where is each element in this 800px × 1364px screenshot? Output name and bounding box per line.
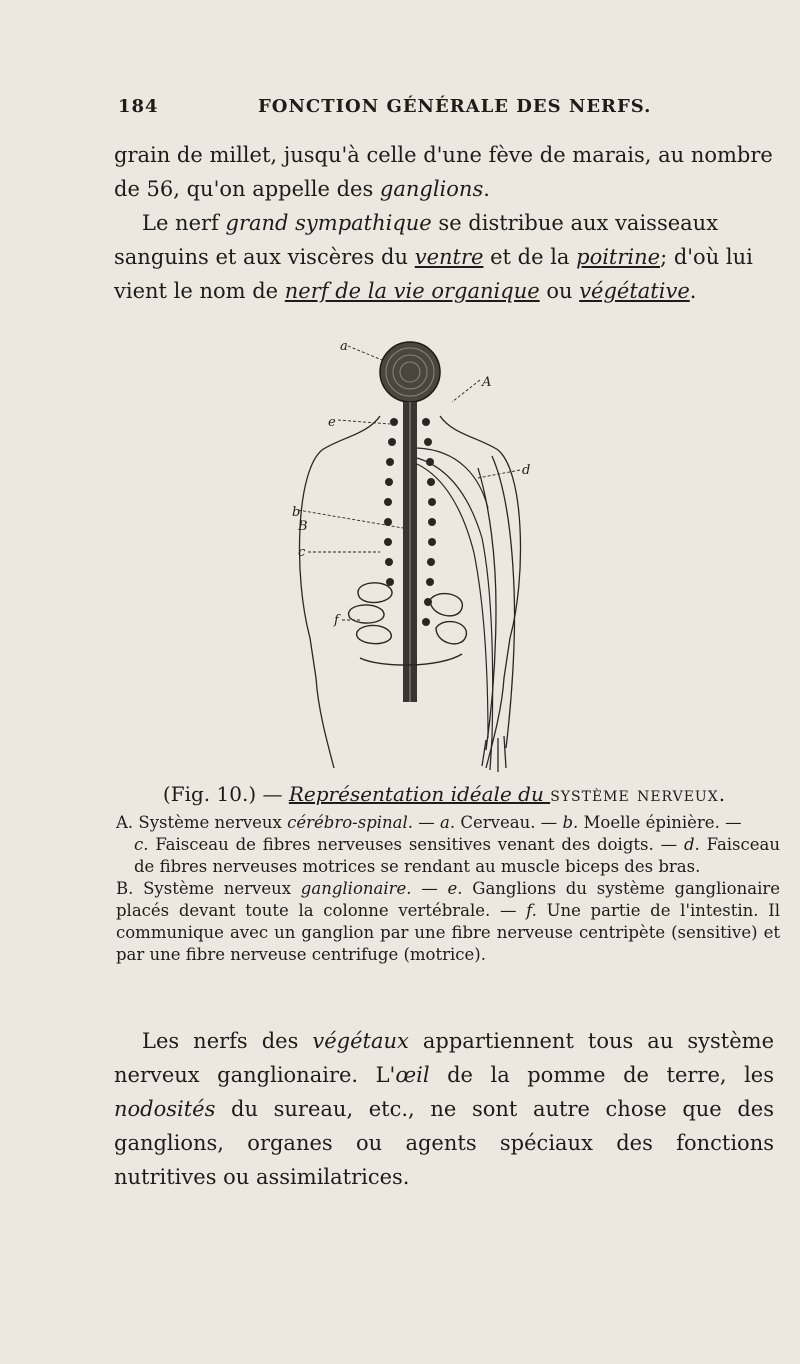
figure-drawing bbox=[230, 338, 560, 776]
small-caps: système nerveux bbox=[550, 782, 719, 806]
text-run: sanguins et aux viscères du bbox=[114, 245, 415, 269]
spinal-cord bbox=[403, 402, 417, 702]
text-line bbox=[114, 240, 774, 274]
text-run: et de la bbox=[483, 245, 577, 269]
text-run: se distribue aux vaisseaux bbox=[431, 211, 719, 235]
legend-key: f. bbox=[526, 901, 537, 920]
text-line bbox=[114, 274, 774, 308]
text-run: . bbox=[718, 782, 726, 806]
legend-key: c. bbox=[134, 835, 149, 854]
emphasis: nerf de la vie organique bbox=[284, 279, 540, 303]
text-run: Le nerf bbox=[142, 211, 226, 235]
emphasis: poitrine bbox=[576, 245, 661, 269]
text-run: du sureau, etc., ne sont autre chose que des ganglions, organes ou agents spéciaux des fonctions nutritives ou assimilatrices. bbox=[114, 1097, 774, 1189]
emphasis: ventre bbox=[414, 245, 484, 269]
label-A: A bbox=[482, 375, 492, 390]
text-run: . — bbox=[407, 813, 441, 832]
text-run: . bbox=[689, 279, 697, 303]
paragraph-intro bbox=[114, 138, 774, 308]
figure-caption bbox=[114, 780, 774, 808]
text-run: de 56, qu'on appelle des bbox=[114, 177, 380, 201]
text-run: Système nerveux bbox=[133, 813, 288, 832]
text-line bbox=[114, 138, 774, 172]
figure-legend bbox=[116, 812, 780, 966]
emphasis: cérébro-spinal bbox=[287, 813, 408, 832]
label-d: d bbox=[522, 463, 531, 478]
running-header bbox=[118, 96, 758, 126]
emphasis: nodosités bbox=[114, 1097, 216, 1121]
emphasis: ganglions bbox=[379, 177, 484, 201]
text-run: de la pomme de terre, les bbox=[429, 1063, 774, 1087]
figure-number: (Fig. 10.) bbox=[162, 782, 257, 806]
text-run: Ganglions du système ganglionaire placés devant toute la colonne vertébrale. — bbox=[116, 879, 780, 920]
text-run: Faisceau de fibres nerveuses sensitives venant des doigts. — bbox=[148, 835, 684, 854]
emphasis: ganglionaire bbox=[300, 879, 407, 898]
arm-inner bbox=[478, 468, 496, 750]
text-run: . bbox=[483, 177, 490, 201]
label-a: a bbox=[340, 339, 348, 354]
label-B: B bbox=[298, 519, 308, 534]
brain-icon bbox=[380, 342, 440, 402]
legend-key: a. bbox=[440, 813, 456, 832]
text-run: vient le nom de bbox=[114, 279, 285, 303]
nervous-system-figure bbox=[230, 338, 560, 776]
text-run: Système nerveux bbox=[133, 879, 301, 898]
paragraph-vegetaux bbox=[114, 1024, 774, 1194]
page-number: 184 bbox=[118, 96, 159, 117]
running-title: FONCTION GÉNÉRALE DES NERFS. bbox=[258, 96, 652, 117]
legend-key: A. bbox=[116, 813, 134, 832]
legend-entry bbox=[116, 812, 780, 834]
text-run: ; d'où lui bbox=[660, 245, 753, 269]
label-b: b bbox=[292, 505, 301, 520]
legend-key: B. bbox=[116, 879, 134, 898]
text-line bbox=[114, 172, 774, 206]
text-run: appartiennent tous au système nerveux ganglionaire. L' bbox=[114, 1029, 774, 1087]
legend-key: b. bbox=[562, 813, 579, 832]
label-f: f bbox=[334, 613, 339, 628]
fingers bbox=[482, 736, 506, 772]
text-run: Une partie de l'intestin. Il communique avec un ganglion par une fibre nerveuse centripète (sensitive) et par une fibre nerveuse centrifuge (motrice). bbox=[116, 901, 780, 964]
arm-nerves bbox=[417, 448, 493, 738]
label-e: e bbox=[328, 415, 336, 430]
text-run: Les nerfs des bbox=[142, 1029, 313, 1053]
text-run: Cerveau. — bbox=[455, 813, 563, 832]
legend-entry bbox=[116, 834, 780, 878]
emphasis: Représentation idéale du bbox=[288, 782, 551, 806]
text-run: ou bbox=[539, 279, 580, 303]
emphasis: grand sympathique bbox=[225, 211, 432, 235]
text-run: . — bbox=[406, 879, 448, 898]
label-c: c bbox=[298, 545, 306, 560]
legend-key: e. bbox=[447, 879, 463, 898]
text-line bbox=[114, 206, 774, 240]
legend-entry bbox=[116, 878, 780, 966]
emphasis: végétaux bbox=[312, 1029, 409, 1053]
text-run: Faisceau de fibres nerveuses motrices se rendant au muscle biceps des bras. bbox=[134, 835, 780, 876]
text-run: Moelle épinière. — bbox=[578, 813, 742, 832]
legend-key: d. bbox=[683, 835, 700, 854]
text-run: grain de millet, jusqu'à celle d'une fève de marais, au nombre bbox=[114, 143, 773, 167]
emphasis: œil bbox=[395, 1063, 430, 1087]
emphasis: végétative bbox=[579, 279, 690, 303]
body-outline-left bbox=[299, 416, 380, 768]
text-run: — bbox=[256, 782, 289, 806]
